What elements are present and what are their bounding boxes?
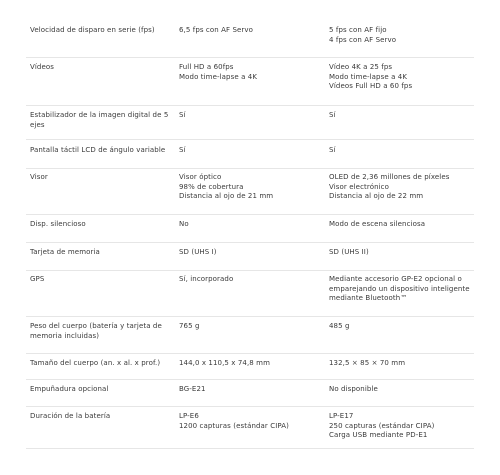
spec-value-line: Sí <box>179 111 186 119</box>
spec-value-camera-a <box>179 26 253 36</box>
spec-value-line: Visor óptico <box>179 173 222 181</box>
spec-row <box>26 146 474 169</box>
spec-value-line: SD (UHS II) <box>329 248 369 256</box>
spec-row <box>26 111 474 140</box>
spec-value-line: Sí, incorporado <box>179 275 234 283</box>
spec-row <box>26 275 474 317</box>
spec-value-line: LP-E17 <box>329 412 354 420</box>
spec-value-camera-b <box>329 385 378 395</box>
spec-value-line: Mediante accesorio GP-E2 opcional o <box>329 275 462 283</box>
spec-value-camera-b <box>329 412 434 441</box>
spec-value-camera-b <box>329 248 369 258</box>
spec-label: Pantalla táctil LCD de ángulo variable <box>30 146 166 154</box>
spec-value-camera-a <box>179 111 186 121</box>
spec-value-camera-a <box>179 412 289 431</box>
spec-value-camera-a <box>179 248 217 258</box>
spec-value-camera-b <box>329 220 425 230</box>
spec-label: GPS <box>30 275 45 283</box>
spec-value-line: Modo time-lapse a 4K <box>179 72 258 81</box>
spec-value-line: 250 capturas (estándar CIPA) <box>329 421 435 430</box>
spec-value-line: 4 fps con AF Servo <box>329 35 397 44</box>
spec-label: Duración de la batería <box>30 412 111 420</box>
spec-value-camera-a <box>179 220 189 230</box>
spec-label: Tarjeta de memoria <box>30 248 100 256</box>
spec-value-line: Distancia al ojo de 22 mm <box>329 192 424 201</box>
spec-value-camera-a <box>179 322 200 332</box>
spec-value-line: BG-E21 <box>179 385 206 393</box>
spec-value-camera-b <box>329 173 449 202</box>
spec-label: Estabilizador de la imagen digital de 5 ejes <box>30 111 169 129</box>
spec-label: Tamaño del cuerpo (an. x al. x prof.) <box>30 359 161 367</box>
spec-label: Disp. silencioso <box>30 220 86 228</box>
spec-row <box>26 26 474 58</box>
spec-value-camera-a <box>179 385 206 395</box>
spec-label: Vídeos <box>30 63 55 71</box>
spec-value-line: mediante Bluetooth™ <box>329 294 408 303</box>
spec-label: Peso del cuerpo (batería y tarjeta de memoria incluidas) <box>30 322 162 340</box>
spec-label: Velocidad de disparo en serie (fps) <box>30 26 155 34</box>
spec-value-line: SD (UHS I) <box>179 248 217 256</box>
spec-value-camera-b <box>329 359 405 369</box>
spec-row <box>26 322 474 354</box>
spec-row <box>26 220 474 243</box>
spec-row <box>26 63 474 106</box>
spec-value-line: 765 g <box>179 322 200 330</box>
spec-value-camera-a <box>179 359 270 369</box>
spec-row <box>26 412 474 449</box>
spec-value-line: LP-E6 <box>179 412 199 420</box>
spec-row <box>26 173 474 215</box>
spec-value-line: OLED de 2,36 millones de píxeles <box>329 173 450 181</box>
spec-value-camera-b <box>329 322 350 332</box>
spec-value-line: No <box>179 220 189 228</box>
spec-value-line: emparejando un dispositivo inteligente <box>329 284 470 293</box>
spec-value-line: 485 g <box>329 322 350 330</box>
spec-value-line: Full HD a 60fps <box>179 63 234 71</box>
spec-value-line: 132,5 × 85 × 70 mm <box>329 359 406 367</box>
spec-value-camera-b <box>329 63 412 92</box>
spec-value-line: Visor electrónico <box>329 182 389 191</box>
spec-value-line: 144,0 x 110,5 x 74,8 mm <box>179 359 271 367</box>
spec-value-line: Vídeo 4K a 25 fps <box>329 63 393 71</box>
spec-value-line: Carga USB mediante PD-E1 <box>329 431 428 440</box>
spec-value-line: Sí <box>329 146 336 154</box>
spec-value-camera-a <box>179 146 186 156</box>
spec-value-line: Distancia al ojo de 21 mm <box>179 192 274 201</box>
spec-value-camera-b <box>329 111 336 121</box>
spec-value-camera-b <box>329 275 470 304</box>
spec-value-camera-b <box>329 146 336 156</box>
spec-value-line: 98% de cobertura <box>179 182 244 191</box>
spec-value-camera-a <box>179 173 273 202</box>
spec-row <box>26 385 474 407</box>
spec-label: Visor <box>30 173 48 181</box>
spec-value-line: 1200 capturas (estándar CIPA) <box>179 421 289 430</box>
spec-value-camera-b <box>329 26 396 45</box>
spec-value-line: Sí <box>329 111 336 119</box>
spec-row <box>26 248 474 271</box>
spec-value-line: No disponible <box>329 385 378 393</box>
spec-value-line: Vídeos Full HD a 60 fps <box>329 82 413 91</box>
spec-value-line: Sí <box>179 146 186 154</box>
spec-row <box>26 359 474 380</box>
spec-value-line: Modo time-lapse a 4K <box>329 72 408 81</box>
spec-value-camera-a <box>179 63 257 82</box>
spec-value-line: 6,5 fps con AF Servo <box>179 26 254 34</box>
spec-label: Empuñadura opcional <box>30 385 109 393</box>
spec-value-line: Modo de escena silenciosa <box>329 220 426 228</box>
spec-value-line: 5 fps con AF fijo <box>329 26 387 34</box>
spec-value-camera-a <box>179 275 233 285</box>
